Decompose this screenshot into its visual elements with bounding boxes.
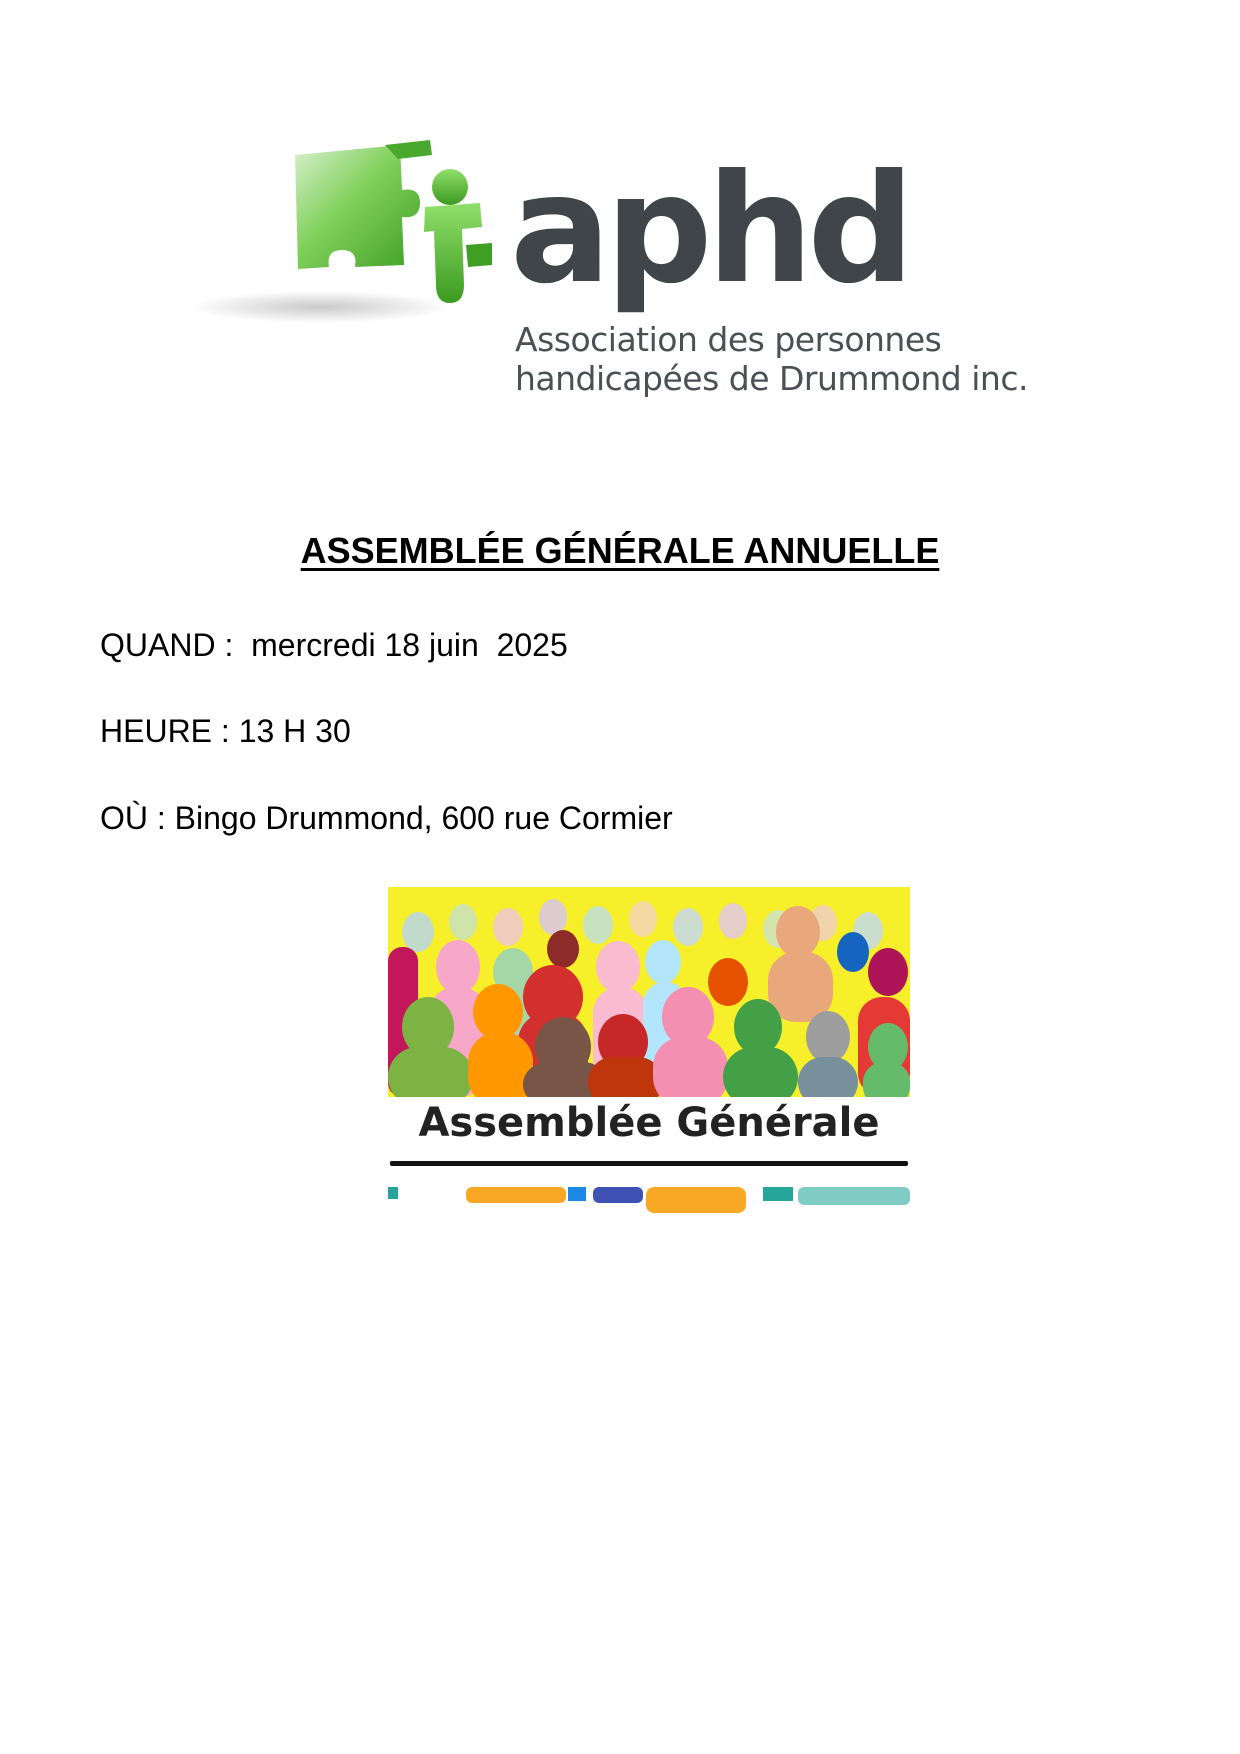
logo-tagline xyxy=(515,320,1028,398)
illustration-caption: Assemblée Générale xyxy=(418,1100,880,1146)
tagline-line-2: handicapées de Drummond inc. xyxy=(515,359,1028,398)
assembly-illustration xyxy=(388,887,910,1213)
aphd-logo xyxy=(180,95,1060,450)
aphd-wordmark: aphd xyxy=(510,143,909,317)
time-line: HEURE : 13 H 30 xyxy=(100,713,351,749)
where-line: OÙ : Bingo Drummond, 600 rue Cormier xyxy=(100,800,673,836)
when-line: QUAND : mercredi 18 juin 2025 xyxy=(100,627,568,663)
tagline-line-1: Association des personnes xyxy=(515,320,942,359)
document-title: ASSEMBLÉE GÉNÉRALE ANNUELLE xyxy=(300,530,940,571)
crowd-illustration-icon xyxy=(388,887,910,1213)
